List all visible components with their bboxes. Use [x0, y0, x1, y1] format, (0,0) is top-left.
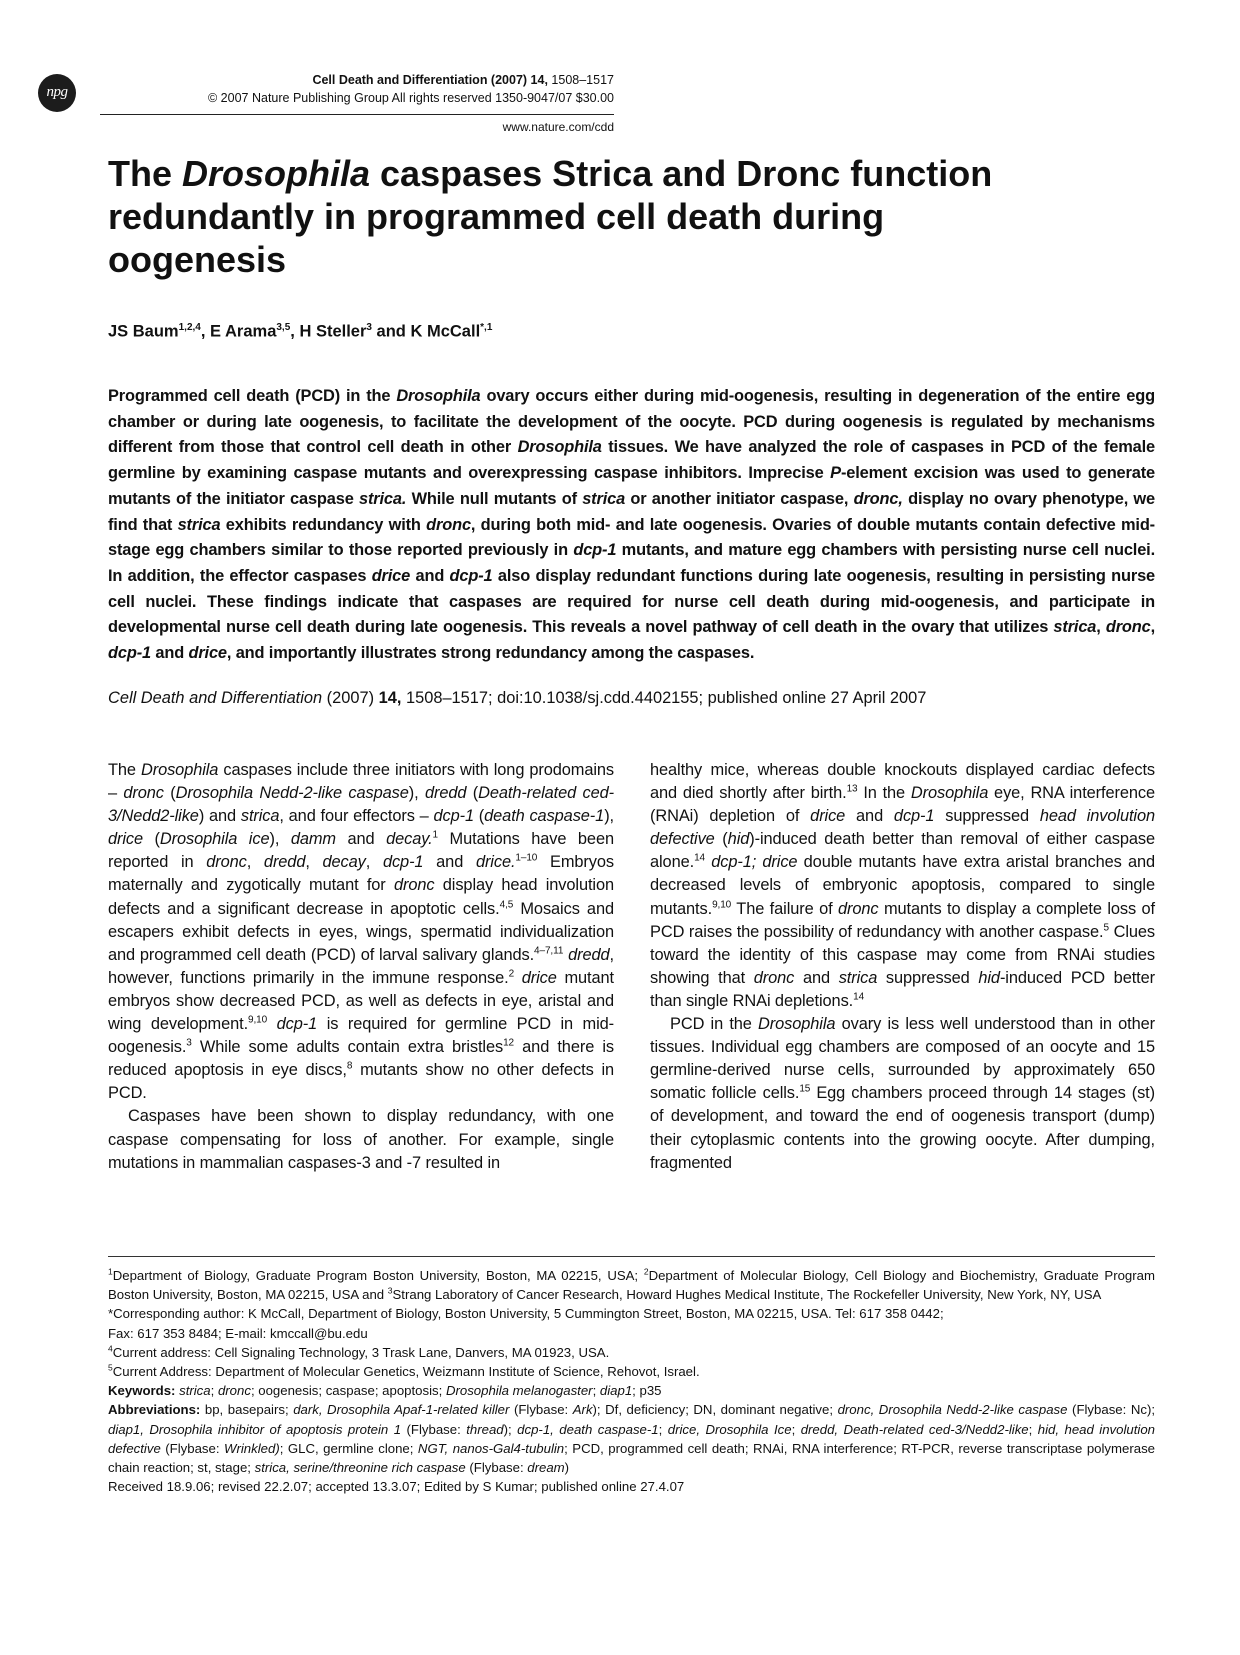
reference-marker[interactable]: 13: [846, 783, 858, 795]
keywords: Keywords: strica; dronc; oogenesis; caspase; apoptosis; Drosophila melanogaster; diap1; p35: [108, 1383, 662, 1399]
author: , H Steller: [290, 322, 367, 341]
journal-volume: 14,: [530, 73, 548, 87]
body-column-left: [108, 759, 614, 1175]
reference-marker[interactable]: 8: [346, 1060, 353, 1072]
corresponding-author: *Corresponding author: K McCall, Department of Biology, Boston University, 5 Cummington Street, Boston, MA 02215, USA. Tel: 617 358 0442;: [108, 1306, 944, 1322]
journal-line: [100, 72, 614, 88]
title-text: caspases Strica and Dronc function redundantly in programmed cell death during oogenesis: [108, 153, 993, 280]
abstract: Programmed cell death (PCD) in the Drosophila ovary occurs either during mid-oogenesis, resulting in degeneration of the entire egg chamber or during late oogenesis, to facilitate the development of the oocyte. PCD during oogenesis is regulated by mechanisms different from those that control cell death in other Drosophila tissues. We have analyzed the role of caspases in PCD of the female germline by examining caspase mutants and overexpressing caspase inhibitors. Imprecise P-element excision was used to generate mutants of the initiator caspase strica. While null mutants of strica or another initiator caspase, dronc, display no ovary phenotype, we find that strica exhibits redundancy with dronc, during both mid- and late oogenesis. Ovaries of double mutants contain defective mid-stage egg chambers similar to those reported previously in dcp-1 mutants, and mature egg chambers with persisting nurse cell nuclei. In addition, the effector caspases drice and dcp-1 also display redundant functions during late oogenesis, resulting in persisting nurse cell nuclei. These findings indicate that caspases are required for nurse cell death during mid-oogenesis, and participate in developmental nurse cell death during late oogenesis. This reveals a novel pathway of cell death in the ovary that utilizes strica, dronc, dcp-1 and drice, and importantly illustrates strong redundancy among the caspases.: [108, 387, 1156, 663]
reference-marker[interactable]: 3: [186, 1037, 192, 1049]
header-divider: [100, 114, 614, 115]
author: , E Arama: [200, 322, 277, 341]
reference-marker[interactable]: 4–7,11: [534, 945, 564, 957]
publisher-logo: npg: [38, 74, 76, 112]
author-affiliation: 1,2,4: [178, 322, 201, 333]
footnotes: [108, 1266, 1155, 1496]
citation-journal: Cell Death and Differentiation: [108, 689, 323, 707]
reference-marker[interactable]: 9,10: [712, 899, 732, 911]
author-affiliation: 3,5: [276, 322, 291, 333]
citation-line: [108, 687, 1155, 709]
body-paragraph: The Drosophila caspases include three initiators with long prodomains – dronc (Drosophila Nedd-2-like caspase), dredd (Death-related ced-3/Nedd2-like) and strica, and four effectors – dcp-1 (death caspase-1), drice (Drosophila ice), damm and decay.$^1$ Mutations have been reported in dronc, dredd, decay, dcp-1 and drice.$^{1-10}$ Embryos maternally and zygotically mutant for dronc display head involution defects and a significant decrease in apoptotic cells.$^{4,5}$ Mosaics and escapers exhibit defects in eyes, wings, spermatid individualization and programmed cell death (PCD) of larval salivary glands.$^{4-7,11}$ dredd, however, functions primarily in the immune response.$^2$ drice mutant embryos show decreased PCD, as well as defects in eye, aristal and wing development.$^{9,10}$ dcp-1 is required for germline PCD in mid-oogenesis.$^3$ While some adults contain extra bristles$^{12}$ and there is reduced apoptosis in eye discs,$^8$ mutants show no other defects in PCD.: [108, 761, 615, 1103]
body-paragraph: PCD in the Drosophila ovary is less well understood than in other tissues. Individual egg chambers are composed of an oocyte and 15 germline-derived nurse cells, surrounded by approximately 650 somatic follicle cells.$^{15}$ Egg chambers proceed through 14 stages (st) of development, and toward the end of oogenesis transport (dump) their cytoplasmic contents into the growing oocyte. After dumping, fragmented: [650, 1015, 1155, 1172]
reference-marker[interactable]: 5: [1103, 922, 1109, 934]
current-address: $^5$Current Address: Department of Molecular Genetics, Weizmann Institute of Science, Rehovot, Israel.: [108, 1362, 700, 1380]
reference-marker[interactable]: 2: [508, 968, 515, 980]
journal-name: Cell Death and Differentiation (2007): [312, 73, 528, 87]
reference-marker[interactable]: 1: [432, 829, 439, 841]
abbreviations: Abbreviations: bp, basepairs; dark, Drosophila Apaf-1-related killer (Flybase: Ark); Df, deficiency; DN, dominant negative; dronc, Drosophila Nedd-2-like caspase (Flybase: Nc); diap1, Drosophila inhibitor of apoptosis protein 1 (Flybase: thread); dcp-1, death caspase-1; drice, Drosophila Ice; dredd, Death-related ced-3/Nedd2-like; hid, head involution defective (Flybase: Wrinkled); GLC, germline clone; NGT, nanos-Gal4-tubulin; PCD, programmed cell death; RNAi, RNA interference; RT-PCR, reverse transcriptase polymerase chain reaction; st, stage; strica, serine/threonine rich caspase (Flybase: dream): [108, 1402, 1156, 1476]
current-address: $^4$Current address: Cell Signaling Technology, 3 Trask Lane, Danvers, MA 01923, USA.: [108, 1343, 610, 1360]
journal-url[interactable]: www.nature.com/cdd: [502, 120, 614, 134]
corresponding-contact: Fax: 617 353 8484; E-mail: kmccall@bu.edu: [108, 1325, 368, 1341]
journal-pages: 1508–1517: [551, 73, 614, 87]
author-list: [108, 322, 492, 342]
reference-marker[interactable]: 9,10: [248, 1014, 268, 1026]
received-dates: Received 18.9.06; revised 22.2.07; accepted 13.3.07; Edited by S Kumar; published online 27.4.07: [108, 1479, 685, 1495]
reference-marker[interactable]: 1–10: [515, 852, 538, 864]
paper-title: [108, 152, 1068, 281]
copyright-line: © 2007 Nature Publishing Group All rights reserved 1350-9047/07 $30.00: [208, 91, 614, 105]
author: JS Baum: [108, 322, 179, 341]
reference-marker[interactable]: 14: [853, 991, 865, 1003]
citation-doi[interactable]: 1508–1517; doi:10.1038/sj.cdd.4402155; published online 27 April 2007: [401, 689, 927, 707]
body-column-right: [650, 759, 1155, 1175]
body-paragraph: Caspases have been shown to display redundancy, with one caspase compensating for loss of another. For example, single mutations in mammalian caspases-3 and -7 resulted in: [108, 1107, 614, 1172]
author: and K McCall: [371, 322, 481, 341]
reference-marker[interactable]: 4,5: [499, 899, 514, 911]
reference-marker[interactable]: 14: [694, 852, 705, 864]
citation-volume: 14,: [378, 689, 402, 707]
reference-marker[interactable]: 12: [503, 1037, 515, 1049]
author-affiliation: 3: [366, 322, 372, 333]
citation-year: (2007): [322, 689, 379, 707]
author-affiliation: *,1: [480, 322, 493, 333]
body-paragraph: healthy mice, whereas double knockouts displayed cardiac defects and died shortly after birth.$^{13}$ In the Drosophila eye, RNA interference (RNAi) depletion of drice and dcp-1 suppressed head involution defective (hid)-induced death better than removal of either caspase alone.$^{14}$ dcp-1; drice double mutants have extra aristal branches and decreased levels of embryonic apoptosis, compared to single mutants.$^{9,10}$ The failure of dronc mutants to display a complete loss of PCD raises the possibility of redundancy with another caspase.$^5$ Clues toward the identity of this caspase may come from RNAi studies showing that dronc and strica suppressed hid-induced PCD better than single RNAi depletions.$^{14}$: [650, 761, 1156, 1010]
affiliations: $^1$Department of Biology, Graduate Program Boston University, Boston, MA 02215, USA; $^2$Department of Molecular Biology, Cell Biology and Biochemistry, Graduate Program Boston University, Boston, MA 02215, USA and $^3$Strang Laboratory of Cancer Research, Howard Hughes Medical Institute, The Rockefeller University, New York, NY, USA: [108, 1266, 1155, 1303]
footnote-divider: [108, 1256, 1155, 1257]
title-italic: Drosophila: [182, 153, 371, 194]
reference-marker[interactable]: 15: [799, 1083, 811, 1095]
title-text: The: [108, 153, 183, 194]
